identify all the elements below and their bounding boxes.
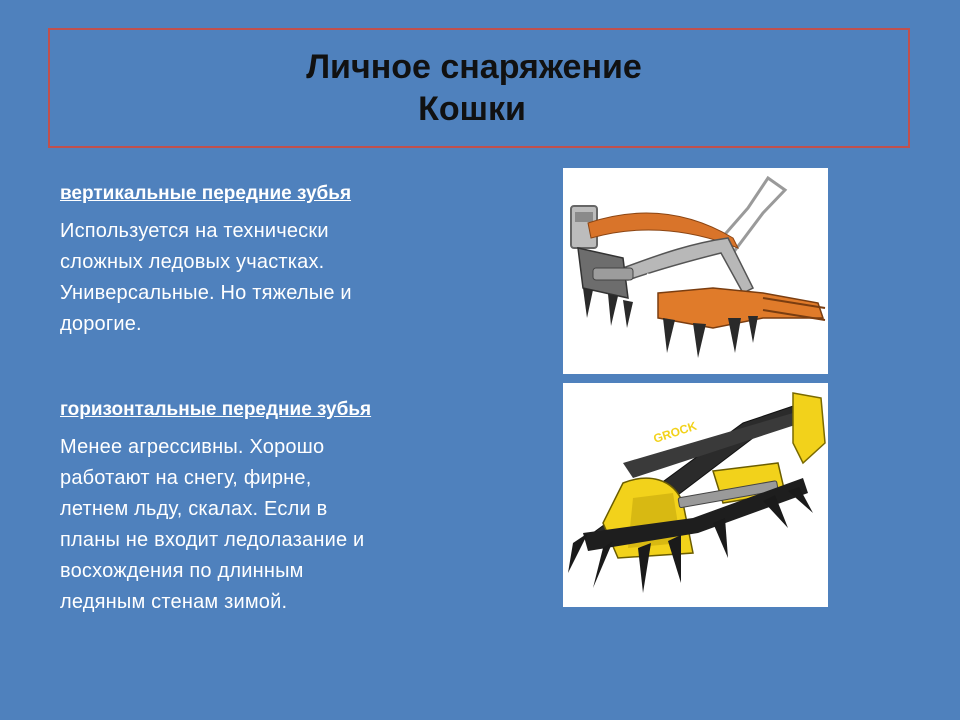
body-line: летнем льду, скалах. Если в [60, 498, 328, 520]
section-vertical-teeth [60, 180, 530, 340]
body-line: Менее агрессивны. Хорошо [60, 436, 325, 458]
brand-label: GROCK [651, 418, 699, 446]
title-box [48, 28, 910, 148]
section-horizontal-teeth [60, 396, 530, 618]
body-line: работают на снегу, фирне, [60, 467, 312, 489]
body-line: Используется на технически [60, 220, 329, 242]
body-line: дорогие. [60, 313, 142, 335]
slide-title-line2: Кошки [418, 90, 526, 128]
section-heading: вертикальные передние зубья [60, 183, 352, 204]
brand-label: PETZL [644, 272, 678, 290]
body-line: ледяным стенам зимой. [60, 591, 288, 613]
slide-title-line1: Личное снаряжение [306, 48, 642, 86]
body-line: планы не входит ледолазание и [60, 529, 365, 551]
body-line: сложных ледовых участках. [60, 251, 325, 273]
section-body [60, 432, 530, 618]
body-line: Универсальные. Но тяжелые и [60, 282, 352, 304]
section-body [60, 216, 530, 340]
body-line: восхождения по длинным [60, 560, 304, 582]
crampon-horizontal-photo [563, 383, 828, 607]
crampon-vertical-photo [563, 168, 828, 374]
section-heading: горизонтальные передние зубья [60, 399, 372, 420]
